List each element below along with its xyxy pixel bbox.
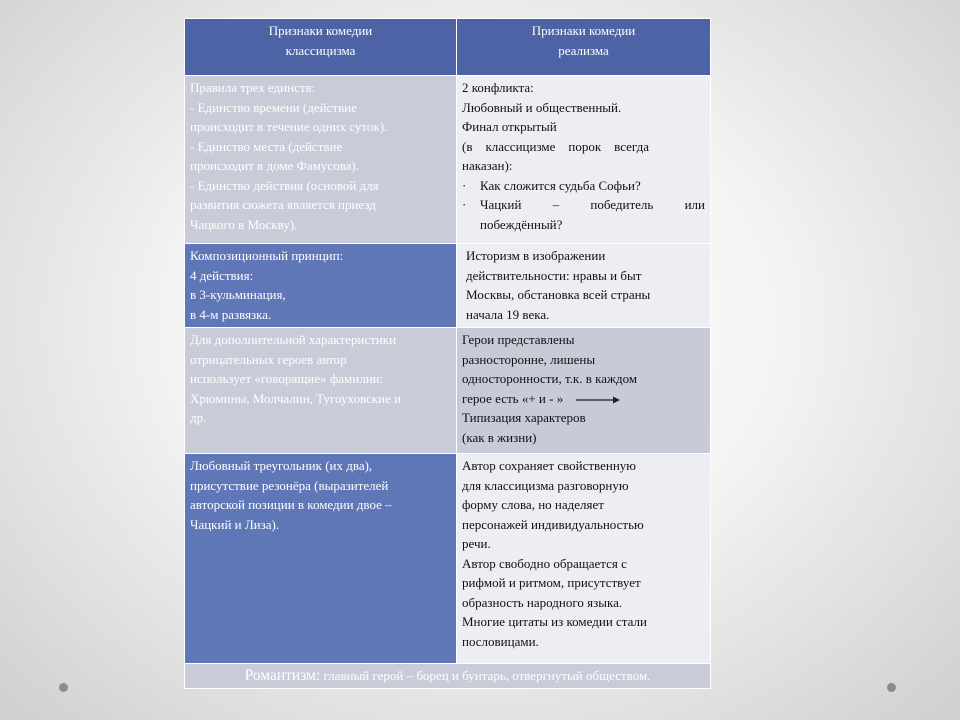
cell-line: речи. <box>462 536 491 551</box>
cell-line: наказан): <box>462 158 513 173</box>
cell-line: для классицизма разговорную <box>462 477 629 493</box>
cell-line: - Единство времени (действие <box>190 99 357 115</box>
header-line: реализма <box>558 42 609 58</box>
cell-line: форму слова, но наделяет <box>462 497 604 512</box>
cell-line-with-arrow <box>462 389 705 409</box>
cell-line: др. <box>190 410 207 425</box>
cell-line: происходит в доме Фамусова). <box>190 158 359 173</box>
cell-line: в 4-м развязка. <box>190 306 272 322</box>
cell-speaking-names <box>185 328 457 454</box>
table-row <box>185 76 711 244</box>
cell-line: 4 действия: <box>190 267 254 283</box>
cell-line: Москвы, обстановка всей страны <box>466 287 651 302</box>
cell-line: Автор свободно обращается с <box>462 555 627 571</box>
cell-line: Историзм в изображении <box>466 248 606 263</box>
cell-line: развития сюжета является приезд <box>190 197 376 212</box>
cell-line: Чацкий и Лиза). <box>190 516 280 532</box>
cell-historicism <box>457 244 711 328</box>
table-header-row <box>185 19 711 76</box>
cell-line: отрицательных героев автор <box>190 351 347 367</box>
cell-line: односторонности, т.к. в каждом <box>462 371 638 386</box>
cell-line: (как в жизни) <box>462 429 537 445</box>
cell-line: действительности: нравы и быт <box>466 267 642 283</box>
footer-label: Романтизм: <box>244 667 321 684</box>
cell-line: Финал открытый <box>462 119 557 134</box>
cell-line: Для дополнительной характеристики <box>190 332 397 347</box>
cell-romanticism <box>185 664 711 689</box>
cell-line: Многие цитаты из комедии стали <box>462 614 647 629</box>
cell-line: образность народного языка. <box>462 594 623 610</box>
cell-line: использует «говорящие» фамилии: <box>190 371 384 386</box>
cell-line: Хрюмины, Молчалин, Тугоуховские и <box>190 390 402 406</box>
cell-line: Чацкого в Москву). <box>190 216 298 232</box>
table-row <box>185 454 711 664</box>
cell-line: Типизация характеров <box>462 410 586 425</box>
cell-two-conflicts <box>457 76 711 244</box>
cell-line: пословицами. <box>462 633 539 649</box>
header-realism <box>457 19 711 76</box>
table-row <box>185 328 711 454</box>
cell-line: Любовный и общественный. <box>462 99 622 115</box>
cell-line: присутствие резонёра (выразителей <box>190 477 389 493</box>
cell-language <box>457 454 711 664</box>
cell-three-unities <box>185 76 457 244</box>
cell-line: персонажей индивидуальностью <box>462 516 644 532</box>
cell-line: Композиционный принцип: <box>190 248 344 263</box>
cell-line: рифмой и ритмом, присутствует <box>462 575 641 590</box>
header-classicism <box>185 19 457 76</box>
cell-line: Любовный треугольник (их два), <box>190 458 373 473</box>
cell-line: авторской позиции в комедии двое – <box>190 497 392 512</box>
comparison-table <box>184 18 711 689</box>
cell-heroes <box>457 328 711 454</box>
slide-dot-right <box>887 683 896 692</box>
cell-line: 2 конфликта: <box>462 80 534 95</box>
cell-line: разносторонне, лишены <box>462 351 596 367</box>
cell-line: - Единство действия (основой для <box>190 177 379 193</box>
bullet-item <box>462 195 705 234</box>
cell-line: в 3-кульминация, <box>190 287 286 302</box>
bullet-mark: · <box>462 197 467 212</box>
bullet-text: Как сложится судьба Софьи? <box>480 177 641 193</box>
cell-line: происходит в течение одних суток). <box>190 119 388 134</box>
table-row <box>185 244 711 328</box>
cell-love-triangle <box>185 454 457 664</box>
cell-line: (в классицизме порок всегда <box>462 138 650 154</box>
footer-text: главный герой – борец и бунтарь, отвергнутый обществом. <box>320 668 651 683</box>
cell-text: герое есть «+ и - » <box>462 390 564 406</box>
header-line: Признаки комедии <box>268 23 373 38</box>
cell-line: Герои представлены <box>462 332 575 347</box>
cell-line: Автор сохраняет свойственную <box>462 458 637 473</box>
header-line: Признаки комедии <box>531 23 636 38</box>
header-line: классицизма <box>285 42 356 58</box>
bullet-mark: · <box>462 177 467 193</box>
bullet-text: Чацкий – победитель или побеждённый? <box>480 197 705 232</box>
cell-line: - Единство места (действие <box>190 138 343 154</box>
cell-line: Правила трех единств: <box>190 80 316 95</box>
arrow-right-icon <box>576 395 620 405</box>
bullet-item <box>462 176 705 196</box>
slide-dot-left <box>59 683 68 692</box>
table-footer-row <box>185 664 711 689</box>
cell-line: начала 19 века. <box>466 306 550 322</box>
cell-composition <box>185 244 457 328</box>
